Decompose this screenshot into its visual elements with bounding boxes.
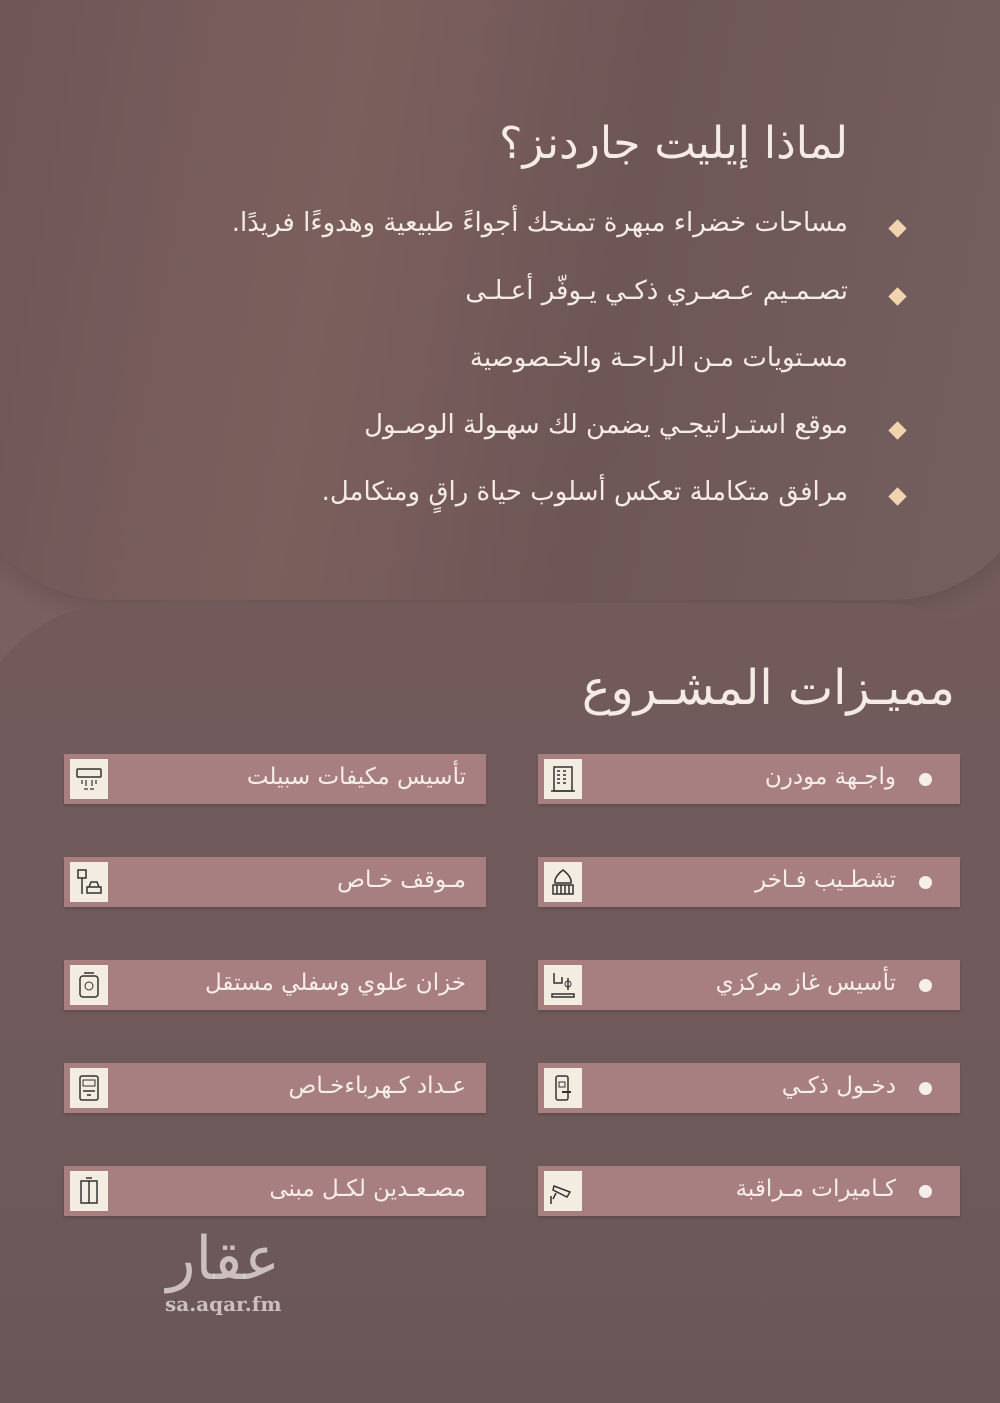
bullet-dot-icon xyxy=(919,773,932,786)
bullet-dot-icon xyxy=(919,979,932,992)
palace-icon xyxy=(548,867,578,897)
icon-box xyxy=(544,965,582,1005)
feature-card xyxy=(64,754,486,804)
bullet-dot-icon xyxy=(919,1082,932,1095)
building-icon xyxy=(548,764,578,794)
feature-label: خزان علوي وسفلي مستقل xyxy=(205,970,466,996)
water-tank-icon xyxy=(74,970,104,1000)
feature-label: مصـعـدين لكـل مبنى xyxy=(269,1176,466,1202)
feature-card xyxy=(538,1063,960,1113)
feature-label: تشطـيب فـاخر xyxy=(754,867,896,893)
feature-card xyxy=(538,960,960,1010)
icon-box xyxy=(70,1068,108,1108)
why-bullet: موقع استـراتيجـي يضمن لك سهـولة الوصـول xyxy=(364,410,848,440)
feature-label: عـداد كـهرباءخـاص xyxy=(288,1073,466,1099)
bullet-dot-icon xyxy=(919,876,932,889)
feature-label: مـوقف خـاص xyxy=(337,867,466,893)
icon-box xyxy=(70,759,108,799)
bullet-dot-icon xyxy=(919,1185,932,1198)
watermark-site: sa.aqar.fm xyxy=(165,1292,282,1316)
smart-lock-icon xyxy=(548,1073,578,1103)
icon-box xyxy=(70,1171,108,1211)
watermark xyxy=(165,1226,282,1316)
why-title: لماذا إيليت جاردنز؟ xyxy=(499,118,848,169)
watermark-logo: عقار xyxy=(166,1224,280,1294)
feature-card xyxy=(64,960,486,1010)
icon-box xyxy=(70,862,108,902)
elevator-icon xyxy=(74,1176,104,1206)
cctv-camera-icon xyxy=(548,1176,578,1206)
feature-card xyxy=(64,857,486,907)
why-bullet: تصـمـيم عـصـري ذكـي يـوفّر أعـلـى xyxy=(465,276,848,306)
why-bullet: مساحات خضراء مبهرة تمنحك أجواءً طبيعية وهدوءًا فريدًا. xyxy=(231,208,848,238)
feature-label: تأسيس مكيفات سبيلت xyxy=(246,764,466,790)
feature-label: تأسيس غاز مركزي xyxy=(715,970,896,996)
why-bullet-continuation: مسـتويات مـن الراحـة والخـصوصية xyxy=(469,343,848,373)
feature-card xyxy=(538,857,960,907)
icon-box xyxy=(544,1171,582,1211)
feature-label: كـاميرات مـراقبة xyxy=(735,1176,896,1202)
why-bullet: مرافق متكاملة تعكس أسلوب حياة راقٍ ومتكامل. xyxy=(321,477,848,507)
feature-card xyxy=(538,1166,960,1216)
parking-icon xyxy=(74,867,104,897)
icon-box xyxy=(544,1068,582,1108)
feature-card xyxy=(64,1166,486,1216)
air-conditioner-icon xyxy=(74,764,104,794)
gas-pipe-icon xyxy=(548,970,578,1000)
icon-box xyxy=(544,759,582,799)
feature-label: دخـول ذكـي xyxy=(781,1073,896,1099)
icon-box xyxy=(544,862,582,902)
feature-label: واجـهة مودرن xyxy=(764,764,896,790)
feature-card xyxy=(538,754,960,804)
icon-box xyxy=(70,965,108,1005)
feature-card xyxy=(64,1063,486,1113)
features-title: مميـزات المشـروع xyxy=(581,660,955,716)
electric-meter-icon xyxy=(74,1073,104,1103)
